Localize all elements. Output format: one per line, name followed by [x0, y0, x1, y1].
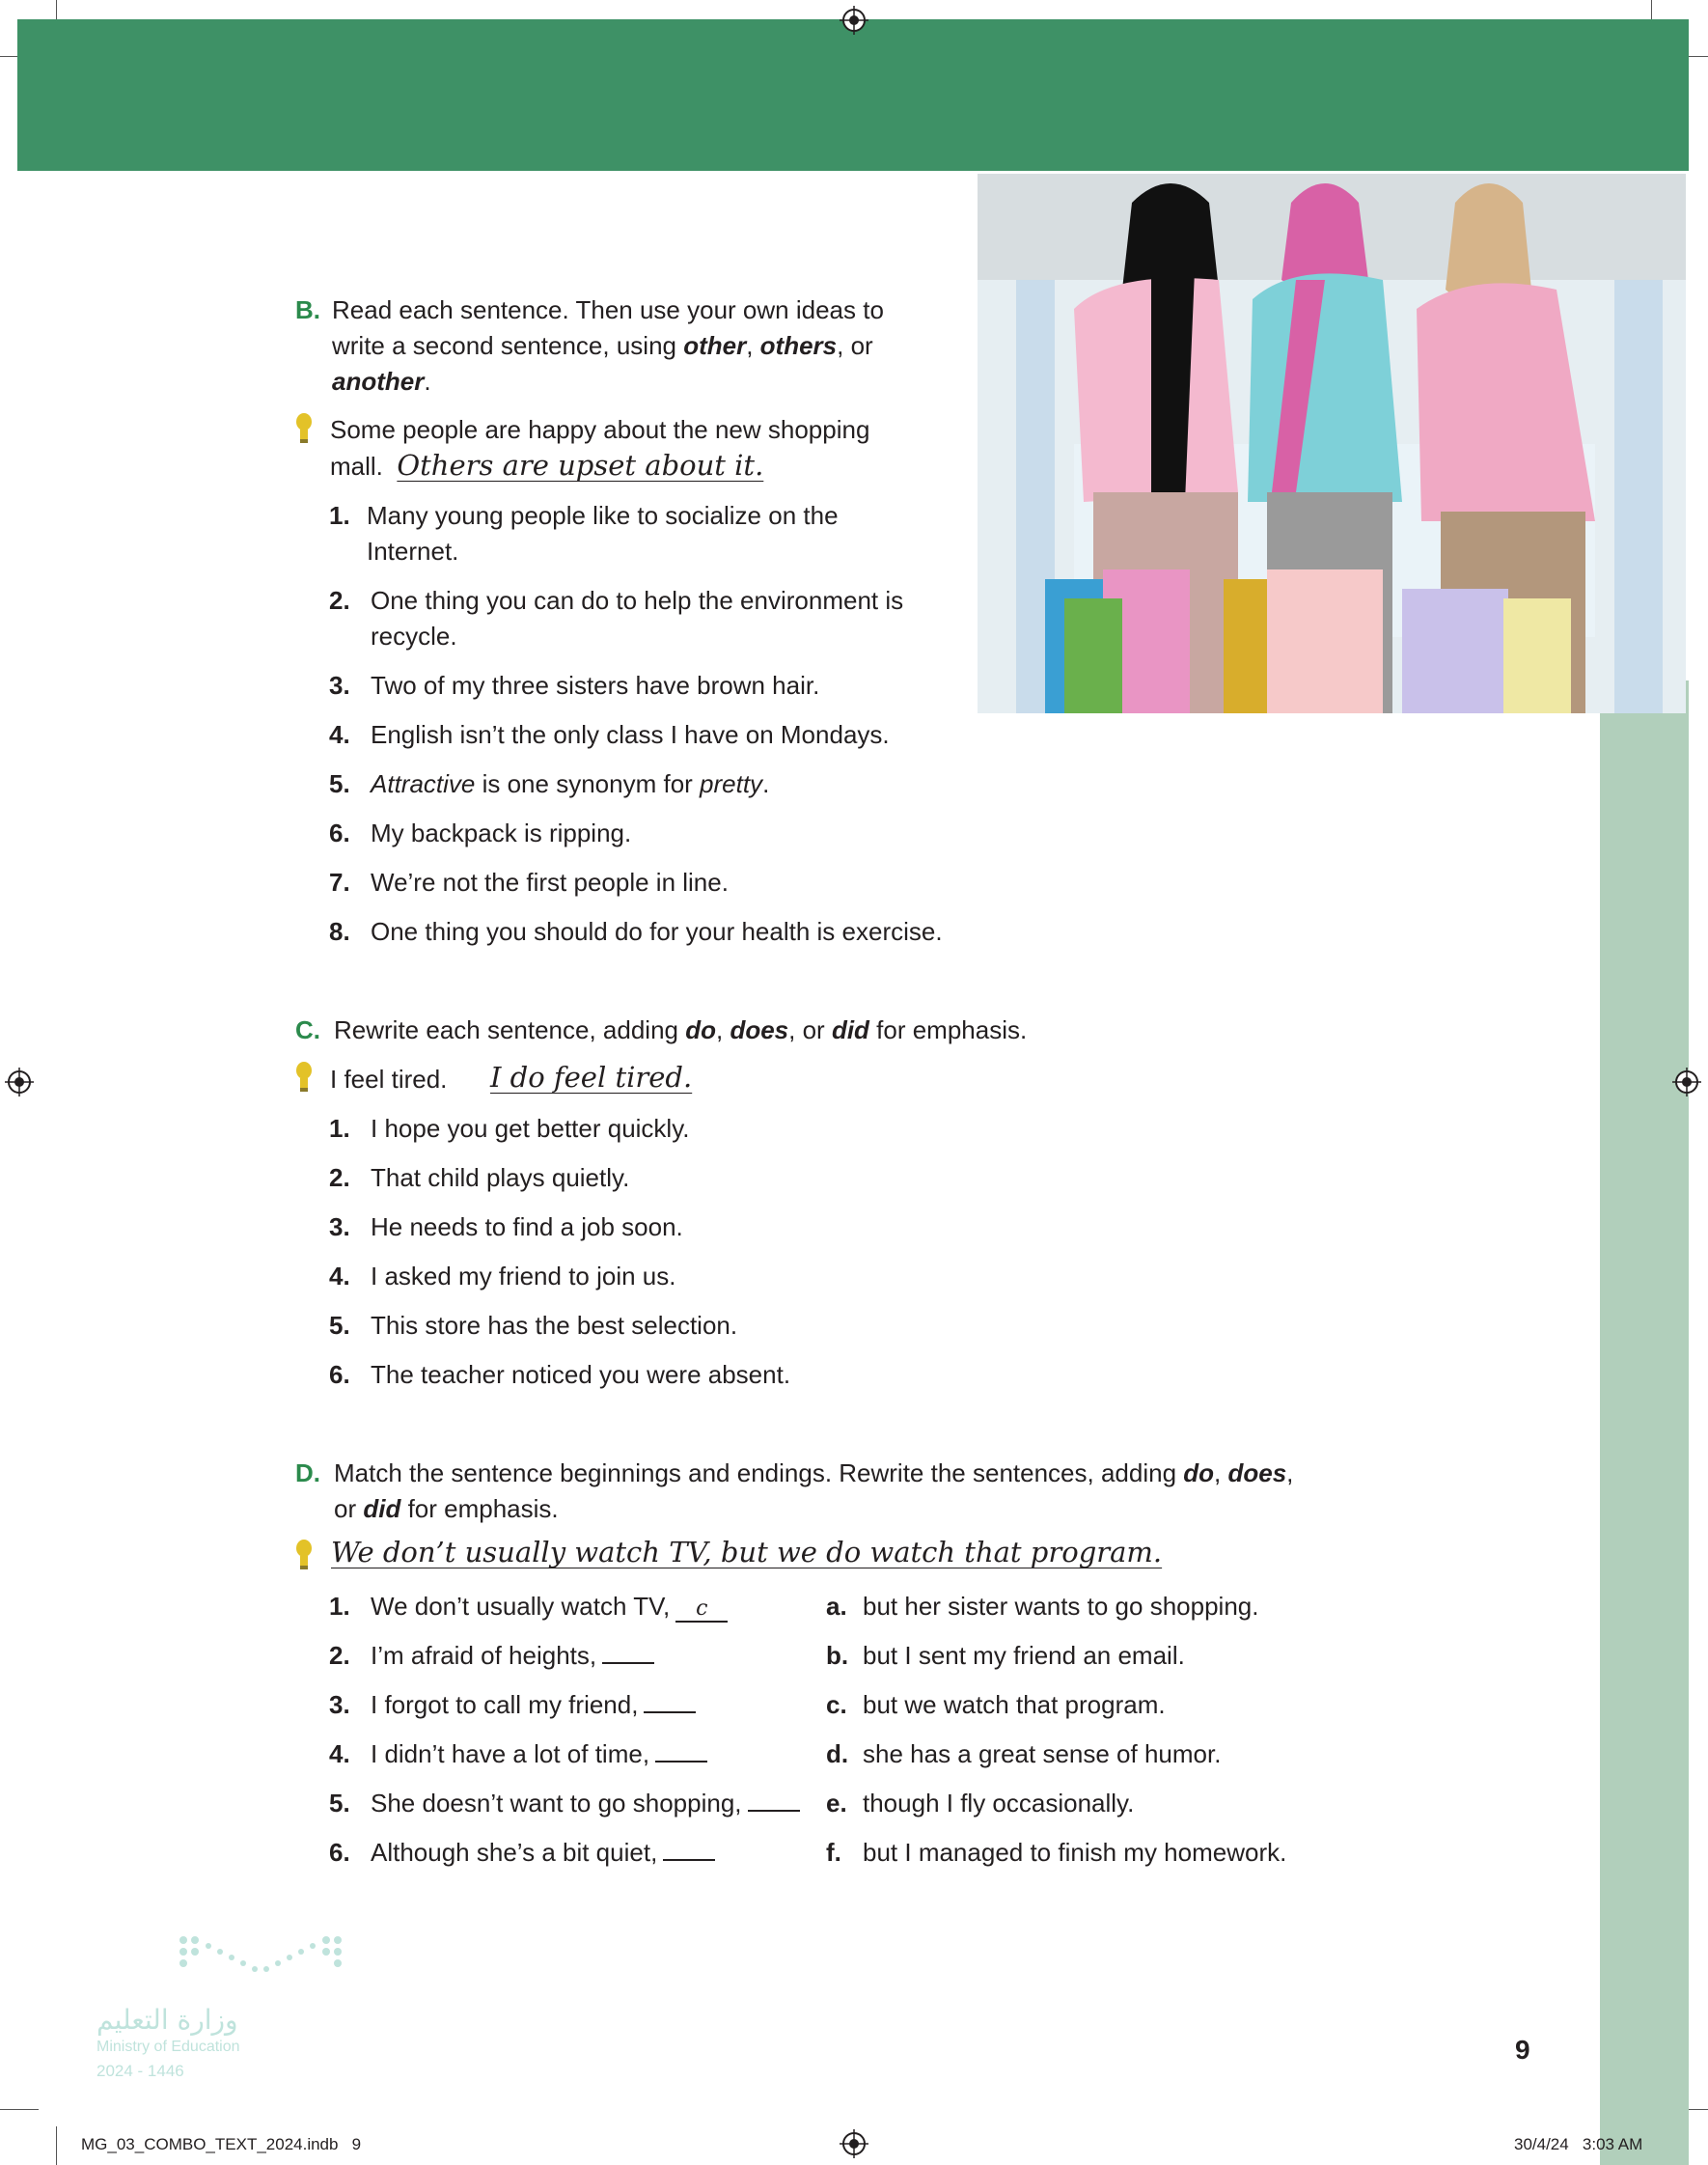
item-text: Although she’s a bit quiet, [371, 1838, 658, 1867]
crop-mark [0, 2109, 39, 2110]
shopping-illustration [978, 174, 1686, 713]
item-text: but I managed to finish my homework. [863, 1838, 1287, 1867]
comma: , [1286, 1458, 1294, 1487]
item-text: This store has the best selection. [371, 1311, 738, 1340]
keyword: do [685, 1015, 716, 1044]
match-ending [826, 1736, 1222, 1772]
keyword: does [1227, 1458, 1287, 1487]
match-beginning [329, 1589, 708, 1624]
comma: , [746, 331, 760, 360]
item-number: 5. [329, 1789, 350, 1818]
keyword: do [1183, 1458, 1215, 1487]
item-text: He needs to find a job soon. [371, 1212, 683, 1241]
match-ending [826, 1687, 1166, 1723]
keyword: other [683, 331, 747, 360]
item-number: 6. [329, 1360, 350, 1389]
match-beginning [329, 1835, 658, 1871]
instruction-line [332, 328, 873, 364]
item-number: 2. [329, 586, 350, 615]
item-text: I didn’t have a lot of time, [371, 1739, 650, 1768]
ministry-logo-icon [174, 1932, 347, 1990]
item-text: I asked my friend to join us. [371, 1262, 676, 1291]
item-text: I’m afraid of heights, [371, 1641, 597, 1670]
item-text: We don’t usually watch TV, [371, 1592, 671, 1621]
match-ending [826, 1835, 1287, 1871]
item-number: 8. [329, 917, 350, 946]
keyword: did [363, 1494, 401, 1523]
handwritten-answer: We don’t usually watch TV, but we do watch that program. [331, 1536, 1163, 1568]
item-letter: e. [826, 1789, 847, 1818]
list-item [329, 766, 770, 802]
italic-word: Attractive [371, 769, 476, 798]
item-number: 3. [329, 1212, 350, 1241]
section-d-instruction [295, 1456, 1294, 1491]
example-line: Some people are happy about the new shopping [330, 415, 870, 444]
item-text: That child plays quietly. [371, 1163, 630, 1192]
instruction-line: Read each sentence. Then use your own ideas to [332, 295, 884, 324]
lightbulb-icon [294, 412, 314, 445]
example-text: mall. [330, 452, 383, 481]
list-item [329, 717, 890, 753]
answer-blank[interactable]: c [675, 1599, 728, 1623]
comma: , [1214, 1458, 1228, 1487]
item-letter: d. [826, 1739, 849, 1768]
example-line [331, 1536, 1162, 1568]
answer-blank[interactable] [602, 1641, 654, 1664]
side-band [1600, 680, 1689, 2165]
item-text: . [762, 769, 770, 798]
match-beginning [329, 1786, 742, 1821]
instruction-text: Match the sentence beginnings and endings. Rewrite the sentences, adding [334, 1458, 1184, 1487]
list-item [329, 1111, 690, 1147]
instruction-text: for emphasis. [400, 1494, 559, 1523]
item-text: One thing you should do for your health is exercise. [371, 917, 943, 946]
item-number: 1. [329, 1114, 350, 1143]
section-c-instruction [295, 1013, 1028, 1048]
item-text: She doesn’t want to go shopping, [371, 1789, 742, 1818]
italic-word: pretty [700, 769, 763, 798]
lightbulb-icon [294, 1539, 314, 1571]
match-ending [826, 1589, 1259, 1624]
list-item [329, 865, 729, 901]
item-number: 4. [329, 1262, 350, 1291]
item-number: 6. [329, 819, 350, 847]
instruction-line [334, 1491, 559, 1527]
item-letter: a. [826, 1592, 847, 1621]
item-text: English isn’t the only class I have on Mondays. [371, 720, 890, 749]
item-text: Internet. [367, 537, 459, 566]
comma: , [716, 1015, 730, 1044]
handwritten-answer: I do feel tired. [490, 1061, 693, 1094]
list-item [329, 583, 956, 651]
list-item [329, 668, 820, 704]
example-line [330, 1061, 693, 1097]
item-number: 5. [329, 1311, 350, 1340]
item-text: My backpack is ripping. [371, 819, 632, 847]
item-text: I forgot to call my friend, [371, 1690, 639, 1719]
item-text: We’re not the first people in line. [371, 868, 729, 897]
item-text: The teacher noticed you were absent. [371, 1360, 791, 1389]
instruction-text: , or [788, 1015, 832, 1044]
item-number: 2. [329, 1641, 350, 1670]
answer-blank[interactable] [748, 1789, 800, 1812]
item-number: 5. [329, 769, 350, 798]
keyword: another [332, 367, 425, 396]
item-number: 3. [329, 1690, 350, 1719]
registration-mark-icon [1672, 1068, 1701, 1096]
instruction-line [332, 364, 431, 400]
list-item [329, 1160, 630, 1196]
section-letter: C. [295, 1015, 320, 1044]
item-text: Two of my three sisters have brown hair. [371, 671, 820, 700]
section-letter: B. [295, 295, 320, 324]
list-item [329, 498, 908, 566]
item-text: Many young people like to socialize on the [367, 501, 839, 530]
list-item [329, 914, 943, 950]
list-item [329, 1259, 676, 1294]
item-text: though I fly occasionally. [863, 1789, 1135, 1818]
match-beginning [329, 1736, 650, 1772]
instruction-text: , or [837, 331, 873, 360]
item-text: I hope you get better quickly. [371, 1114, 690, 1143]
list-item [329, 816, 632, 851]
page-number: 9 [1515, 2035, 1530, 2065]
instruction-text: Rewrite each sentence, adding [334, 1015, 686, 1044]
item-text: One thing you can do to help the environment is [371, 586, 904, 615]
section-b-instruction [295, 292, 884, 328]
instruction-text: write a second sentence, using [332, 331, 684, 360]
instruction-text: or [334, 1494, 364, 1523]
item-text: is one synonym for [475, 769, 701, 798]
logo-year-text: 2024 - 1446 [96, 2062, 184, 2080]
list-item [329, 1357, 791, 1393]
logo-arabic-text: وزارة التعليم [96, 2004, 238, 2036]
item-number: 4. [329, 1739, 350, 1768]
answer-blank[interactable] [663, 1838, 715, 1861]
registration-mark-icon [840, 2129, 868, 2158]
keyword: did [831, 1015, 869, 1044]
item-text: she has a great sense of humor. [863, 1739, 1222, 1768]
crop-mark [56, 2126, 57, 2165]
item-text: but I sent my friend an email. [863, 1641, 1185, 1670]
match-ending [826, 1638, 1185, 1674]
answer-blank[interactable] [644, 1690, 696, 1713]
item-text: but we watch that program. [863, 1690, 1166, 1719]
item-text: but her sister wants to go shopping. [863, 1592, 1259, 1621]
logo-english-text: Ministry of Education [96, 2039, 240, 2055]
match-beginning [329, 1638, 597, 1674]
item-number: 2. [329, 1163, 350, 1192]
item-number: 7. [329, 868, 350, 897]
example-text: I feel tired. [330, 1065, 448, 1094]
lightbulb-icon [294, 1061, 314, 1094]
footer-date: 30/4/24 3:03 AM [1514, 2135, 1643, 2153]
list-item [329, 1209, 683, 1245]
item-number: 1. [329, 1592, 350, 1621]
registration-mark-icon [840, 6, 868, 35]
registration-mark-icon [5, 1068, 34, 1096]
item-number: 3. [329, 671, 350, 700]
match-ending [826, 1786, 1135, 1821]
item-number: 1. [329, 501, 350, 530]
section-letter: D. [295, 1458, 320, 1487]
item-letter: b. [826, 1641, 849, 1670]
item-number: 6. [329, 1838, 350, 1867]
item-letter: f. [826, 1838, 841, 1867]
handwritten-answer: Others are upset about it. [397, 449, 764, 482]
item-number: 4. [329, 720, 350, 749]
item-text: recycle. [371, 622, 457, 651]
item-letter: c. [826, 1690, 847, 1719]
header-banner [17, 19, 1689, 171]
instruction-text: for emphasis. [868, 1015, 1028, 1044]
example-line [330, 448, 763, 485]
keyword: others [759, 331, 838, 360]
match-beginning [329, 1687, 639, 1723]
period: . [424, 367, 431, 396]
list-item [329, 1308, 738, 1344]
keyword: does [730, 1015, 789, 1044]
answer-blank[interactable] [655, 1739, 707, 1763]
footer-filename: MG_03_COMBO_TEXT_2024.indb 9 [81, 2135, 362, 2153]
